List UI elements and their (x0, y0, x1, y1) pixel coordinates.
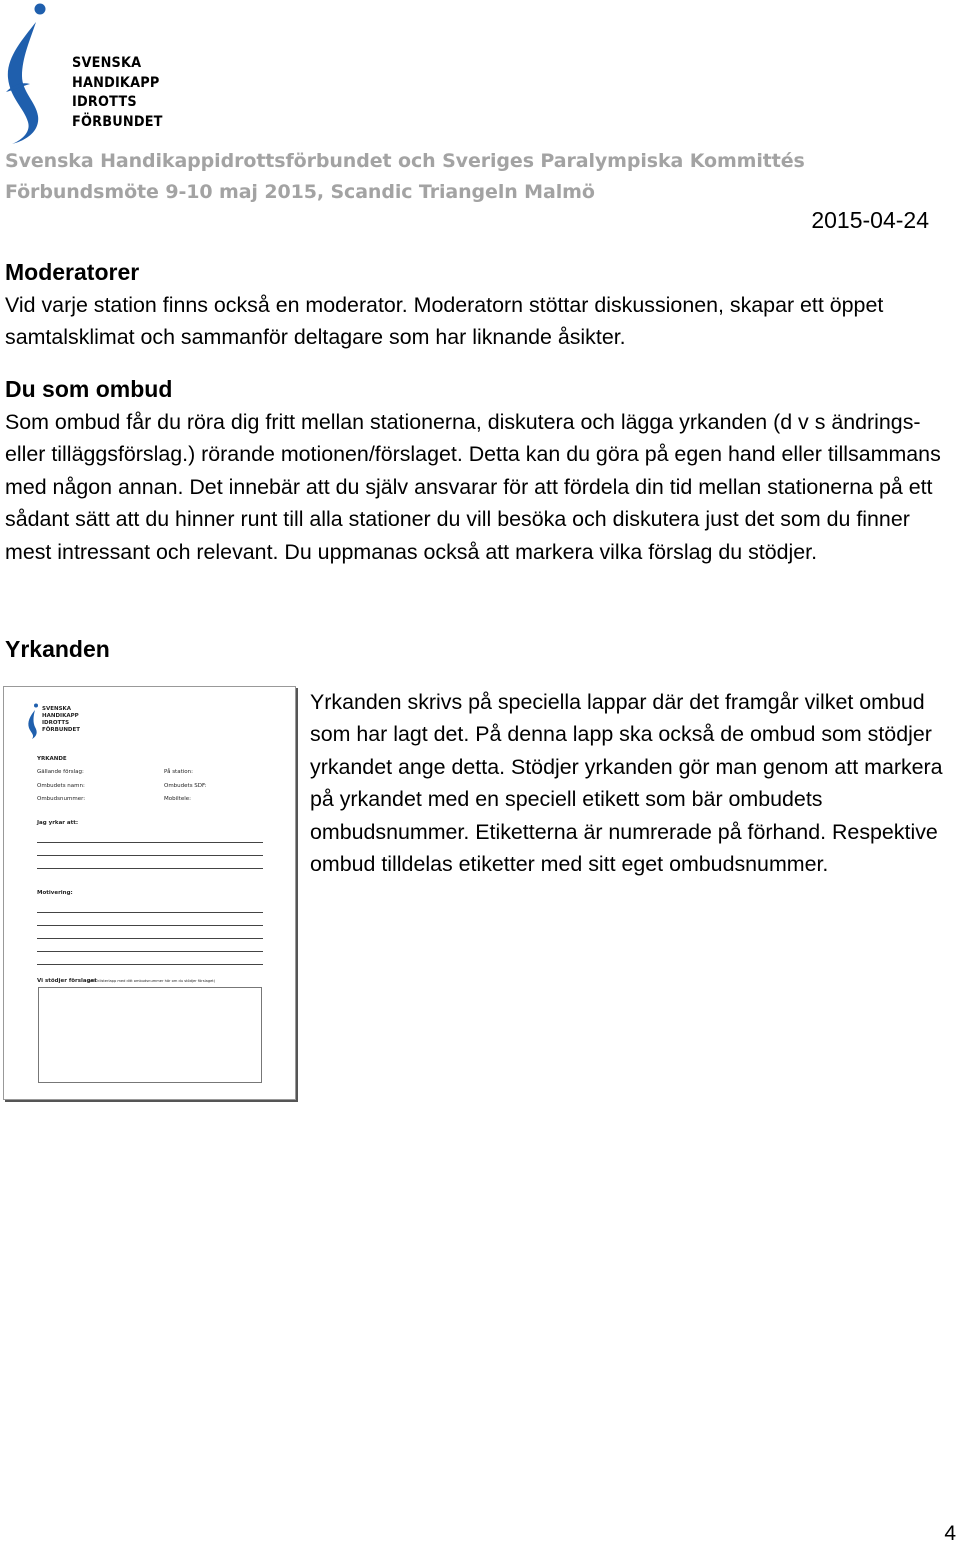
heading-ombud: Du som ombud (5, 376, 173, 402)
form-field-sdf: Ombudets SDF: (164, 783, 207, 789)
form-field-forslag: Gällande förslag: (37, 769, 84, 775)
logo-line: HANDIKAPP (72, 74, 160, 91)
form-support-label: Vi stödjer förslaget (37, 978, 97, 984)
paragraph-yrkanden: Yrkanden skrivs på speciella lappar där det framgår vilket ombud som har lagt det. På denna lapp ska också de ombud som stödjer yrkandet ange detta. Stödjer yrkanden gör man genom att markera på yrkandet med en speciell etikett som bär ombudets ombudsnummer. Etiketterna är numrerade på förhand. Respektive ombud tilldelas etiketter med sitt eget ombudsnummer. (310, 690, 943, 877)
form-logo-text (42, 706, 80, 734)
form-line (37, 842, 263, 843)
page-number: 4 (944, 1522, 956, 1545)
meeting-info: Förbundsmöte 9-10 maj 2015, Scandic Triangeln Malmö (5, 181, 595, 203)
yrkande-form-image (3, 686, 296, 1100)
form-field-mobil: Mobiltele: (164, 796, 191, 802)
form-line (37, 951, 263, 952)
form-logo-line: FÖRBUNDET (42, 727, 81, 733)
form-field-namn: Ombudets namn: (37, 783, 85, 789)
logo-line: FÖRBUNDET (72, 113, 163, 130)
form-section-motivering: Motivering: (37, 890, 73, 896)
logo-line: IDROTTS (72, 94, 137, 110)
logo-line: SVENSKA (72, 55, 142, 71)
form-field-station: På station: (164, 769, 193, 775)
form-logo-line: HANDIKAPP (42, 713, 79, 719)
heading-moderatorer: Moderatorer (5, 259, 140, 285)
paragraph-ombud: Som ombud får du röra dig fritt mellan stationerna, diskutera och lägga yrkanden (d v s ändrings- eller tilläggsförslag.) rörande motionen/förslaget. Detta kan du göra på egen hand eller tillsammans med någon annan. Det innebär att du själv ansvarar för att fördela din tid mellan stationerna på ett sådant sätt att du hinner runt till alla stationer du vill besöka och diskutera just det som du finner mest intressant och relevant. Du uppmanas också att markera vilka förslag du stödjer. (5, 410, 941, 564)
document-date: 2015-04-24 (811, 207, 929, 233)
form-logo-line: SVENSKA (42, 706, 72, 712)
logo-wordmark (72, 54, 171, 132)
form-line (37, 855, 263, 856)
form-line (37, 938, 263, 939)
form-line (37, 868, 263, 869)
heading-yrkanden: Yrkanden (5, 636, 110, 662)
form-logo-line: IDROTTS (42, 720, 70, 726)
form-line (37, 925, 263, 926)
form-section-yrkar: Jag yrkar att: (37, 820, 79, 826)
form-line (37, 912, 263, 913)
form-line (37, 964, 263, 965)
org-name: Svenska Handikappidrottsförbundet och Sveriges Paralympiska Kommittés (5, 150, 805, 172)
paragraph-moderatorer: Vid varje station finns också en moderator. Moderatorn stöttar diskussionen, skapar ett öppet samtalsklimat och sammanför deltagare som har liknande åsikter. (5, 293, 884, 350)
form-field-nummer: Ombudsnummer: (37, 796, 86, 802)
form-support-hint: (sätt klisterlapp med ditt ombudsnummer här om du stödjer förslaget) (88, 979, 216, 983)
form-sticker-box (38, 987, 262, 1083)
form-title: YRKANDE (37, 756, 67, 762)
